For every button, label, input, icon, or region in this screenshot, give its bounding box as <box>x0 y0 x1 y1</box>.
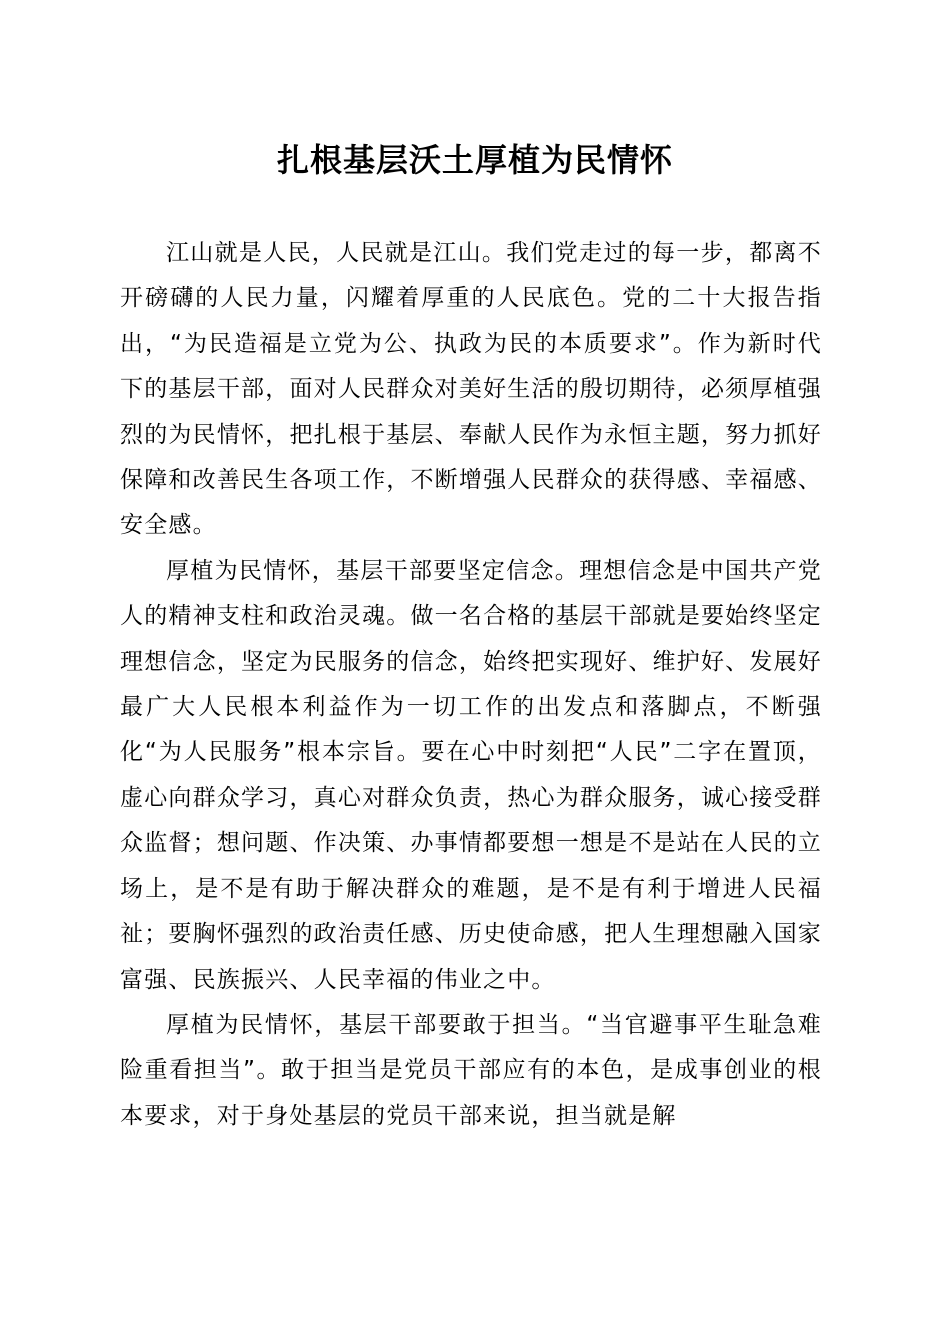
paragraph-3: 厚植为民情怀，基层干部要敢于担当。“当官避事平生耻急难险重看担当”。敢于担当是党员干部应有的本色，是成事创业的根本要求，对于身处基层的党员干部来说，担当就是解 <box>120 1011 822 1129</box>
paragraph-1: 江山就是人民，人民就是江山。我们党走过的每一步，都离不开磅礴的人民力量，闪耀着厚重的人民底色。党的二十大报告指出，“为民造福是立党为公、执政为民的本质要求”。作为新时代下的基层干部，面对人民群众对美好生活的殷切期待，必须厚植强烈的为民情怀，把扎根于基层、奉献人民作为永恒主题，努力抓好保障和改善民生各项工作，不断增强人民群众的获得感、幸福感、安全感。 <box>120 240 822 539</box>
paragraph-2: 厚植为民情怀，基层干部要坚定信念。理想信念是中国共产党人的精神支柱和政治灵魂。做一名合格的基层干部就是要始终坚定理想信念，坚定为民服务的信念，始终把实现好、维护好、发展好最广大人民根本利益作为一切工作的出发点和落脚点，不断强化“为人民服务”根本宗旨。要在心中时刻把“人民”二字在置顶，虚心向群众学习，真心对群众负责，热心为群众服务，诚心接受群众监督；想问题、作决策、办事情都要想一想是不是站在人民的立场上，是不是有助于解决群众的难题，是不是有利于增进人民福祉；要胸怀强烈的政治责任感、历史使命感，把人生理想融入国家富强、民族振兴、人民幸福的伟业之中。 <box>120 557 822 993</box>
document-title: 扎根基层沃土厚植为民情怀 <box>276 141 673 179</box>
document-body <box>120 231 822 1139</box>
